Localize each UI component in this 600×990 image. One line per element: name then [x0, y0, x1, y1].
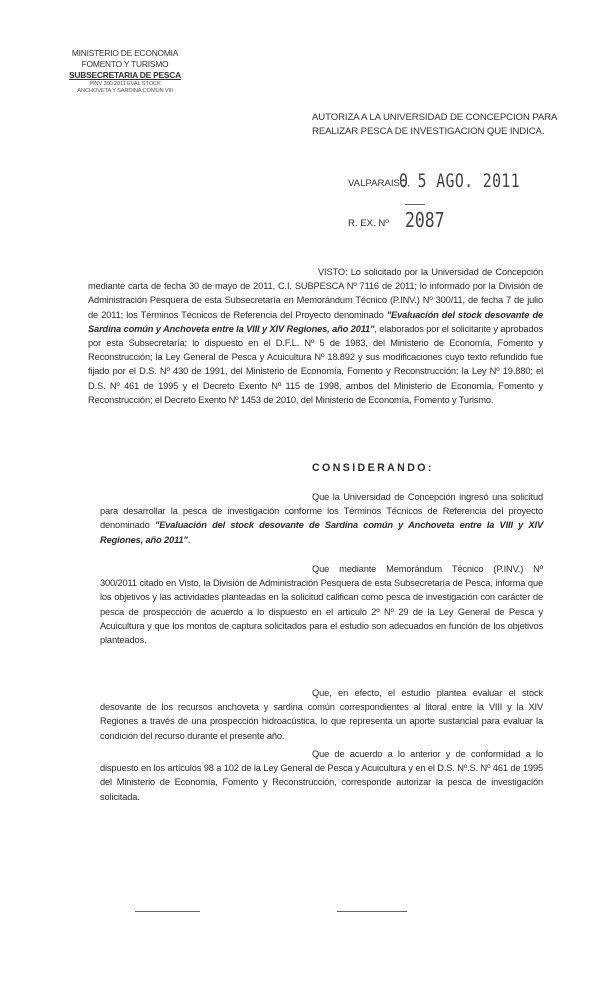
subsecretariat-name: SUBSECRETARIA DE PESCA: [69, 70, 181, 80]
date-value: 0 5 AGO. 2011: [399, 170, 521, 192]
considerando-paragraph-4: Que de acuerdo a lo anterior y de conformidad a lo dispuesto en los artículos 98 a 102 de la Ley General de Pesca y Acuicultura y en el D.S. Nº.S. Nº 461 de 1995 del Ministerio de Economía, Fomento y Reconstrucción, corresponde autorizar la pesca de investigación solicitada.: [100, 749, 543, 802]
subject-line-1: AUTORIZA A LA UNIVERSIDAD DE CONCEPCION PARA: [312, 112, 558, 123]
ministry-subtitle: FOMENTO Y TURISMO: [81, 59, 169, 69]
file-reference-1: PINV 300 2011 EVAL STOCK: [89, 81, 161, 87]
considerando-heading: CONSIDERANDO:: [312, 462, 434, 474]
date-label: VALPARAISO,: [348, 178, 411, 189]
considerando-paragraph-2: Que mediante Memorándum Técnico (P.INV.) Nº 300/2011 citado en Visto, la División de Administración Pesquera de esta Subsecretaría de Pesca, informa que los objetivos y las actividades planteadas en la solicitud califican como pesca de investigación con carácter de pesca de prospección de acuerdo a lo dispuesto en el artículo 2º Nº 29 de la Ley General de Pesca y Acuicultura y que los montos de captura solicitados para el estudio son adecuados en función de los objetivos planteados.: [100, 564, 543, 646]
signature-line-left: [135, 911, 200, 912]
visto-lead: VISTO: Lo solicitado por la Universidad de Concepción mediante carta de fecha 30 de mayo de 2011, C.I. SUBPESCA Nº 7116 de 2011; lo informado por la División de Administración Pesquera de esta Subsecretaría en Memorándum Técnico (P.INV.) Nº 300/11, de fecha 7 de julio de 2011; los Términos Técnicos de Referencia del Proyecto denominado: [88, 267, 543, 320]
visto-project-title: "Evaluación del stock desovante de Sardina común y Anchoveta entre la VIII y XIV Regiones, año 2011": [88, 309, 543, 334]
considerando-paragraph-1: [100, 490, 543, 547]
resolution-label: R. EX. Nº: [348, 218, 389, 229]
signature-line-right: [337, 911, 407, 912]
visto-paragraph: [88, 265, 543, 407]
considerando-paragraph-3: Que, en efecto, el estudio plantea evaluar el stock desovante de los recursos anchoveta y sardina común correspondientes al litoral entre la VIII y la XIV Regiones a través de una prospección hidroacústica, lo que representa un aporte sustancial para evaluar la condición del recurso durante el presente año.: [100, 688, 543, 741]
c1-end: .: [187, 534, 191, 545]
subject-line-2: REALIZAR PESCA DE INVESTIGACION QUE INDICA.: [312, 125, 545, 137]
resolution-subject: [312, 111, 558, 138]
resolution-number: 2087: [405, 208, 445, 232]
c1-lead: Que la Universidad de Concepción ingresó una solicitud para desarrollar la pesca de investigación conforme los Términos Técnicos de Referencia del proyecto denominado: [100, 492, 543, 531]
c1-project-title: "Evaluación del stock desovante de Sardina común y Anchoveta entre la VIII y XIV Regiones, año 2011": [100, 520, 543, 545]
letterhead: [62, 48, 188, 95]
resolution-dash: [405, 204, 425, 205]
visto-rest: , elaborados por el solicitante y aprobados por esta Subsecretaría; lo dispuesto en el D.F.L. Nº 5 de 1983, del Ministerio de Economía, Fomento y Reconstrucción; la Ley General de Pesca y Acuicultura Nº 18.892 y sus modificaciones cuyo texto refundido fue fijado por el D.S. Nº 430 de 1991, del Ministerio de Economía, Fomento y Reconstrucción; la Ley Nº 19.880; el D.S. Nº 461 de 1995 y el Decreto Exento Nº 115 de 1998, ambos del Ministerio de Economía, Fomento y Reconstrucción; el Decreto Exento Nº 1453 de 2010, del Ministerio de Economía, Fomento y Turismo.: [88, 323, 543, 405]
ministry-name: MINISTERIO DE ECONOMIA: [71, 48, 179, 58]
file-reference-2: ANCHOVETA Y SARDINA COMUN VIII: [77, 88, 173, 94]
